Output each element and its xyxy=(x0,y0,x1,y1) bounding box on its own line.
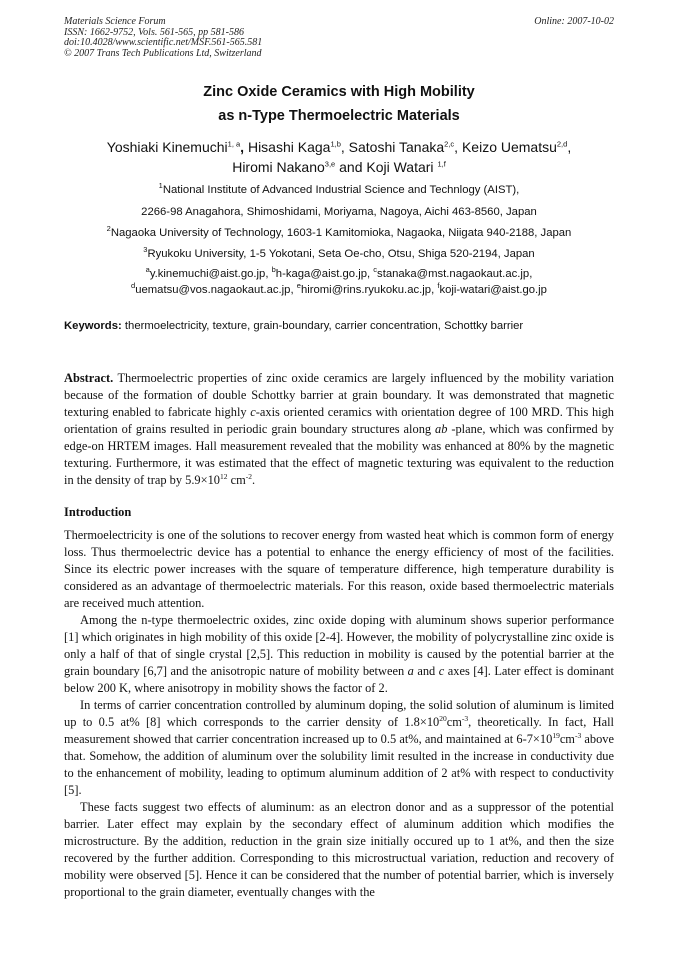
issn-line: ISSN: 1662-9752, Vols. 561-565, pp 581-586 xyxy=(64,26,244,38)
aff-num: 3 xyxy=(143,245,148,255)
abstract-italic: ab xyxy=(435,422,448,436)
affiliation-3 xyxy=(60,245,618,260)
email[interactable]: koji-watari@aist.go.jp xyxy=(439,284,547,296)
author-sup: 3,e xyxy=(324,159,336,169)
journal-name: Materials Science Forum xyxy=(64,16,166,27)
abstract-text: -axis oriented ceramics with orientation degree of 100 MRD. This high orientation of grains resulted in periodic grain boundary structures along xyxy=(64,405,614,436)
aff-text: Nagaoka University of Technology, 1603-1 Kamitomioka, Nagaoka, Niigata 940-2188, Japan xyxy=(110,227,572,239)
online-date: Online: 2007-10-02 xyxy=(534,16,614,27)
author-sup: 1,b xyxy=(330,139,341,149)
journal-header xyxy=(64,17,262,59)
keywords xyxy=(64,320,624,332)
aff-num: 2 xyxy=(106,224,111,234)
paragraph: Thermoelectricity is one of the solutions to recover energy from wasted heat which is common form of energy loss. Thus thermoelectric device has a potential to enhance the energy efficiency of most of the facilities. Since its electric power increases with the square of temperature difference, high temperature durability is considered as an advantage of thermoelectric materials. For this reason, oxide based thermoelectric materials are received much attention. xyxy=(64,528,614,610)
author-name: Yoshiaki Kinemuchi xyxy=(106,139,228,155)
abstract-text: . xyxy=(252,473,256,487)
aff-num: 1 xyxy=(158,181,163,191)
paper-title-line2: as n-Type Thermoelectric Materials xyxy=(218,108,460,124)
author-name: Koji Watari xyxy=(366,159,434,175)
author-sup: 1,f xyxy=(437,159,446,169)
paragraph: These facts suggest two effects of aluminum: as an electron donor and as a suppressor of the potential barrier. Later effect may explain by the secondary effect of aluminum addition which modifies the microstructure. By the addition, reduction in the grain size initially occured up to 1 at%, and then the size recovered by the further addition. Corresponding to this microstructual variation, reduction and recovery of mobility were observed [5]. Hence it can be considered that the number of potential barrier, which is inversely proportional to the grain diameter, eventually changes with the xyxy=(64,800,614,899)
paper-title-line1: Zinc Oxide Ceramics with High Mobility xyxy=(203,84,475,100)
abstract-text: -plane, which was confirmed by edge-on HRTEM images. Hall measurement revealed that the mobility was enhanced at 80% by the magnetic texturing. Furthermore, it was estimated that the effect of magnetic texturing was equivalent to the reduction in the density of trap by 5.9×10 xyxy=(64,422,615,487)
author-name: Satoshi Tanaka xyxy=(348,139,445,155)
doi-line: doi:10.4028/www.scientific.net/MSF.561-565.581 xyxy=(64,37,263,48)
email[interactable]: uematsu@vos.nagaokaut.ac.jp xyxy=(135,284,291,296)
abstract-italic: c xyxy=(250,405,256,419)
paragraph: In terms of carrier concentration controlled by aluminum doping, the solid solution of aluminum is limited up to 0.5 at% [8] which corresponds to the carrier density of $1.8\times 10^{20}cm^{-3}$, theoretically. In fact, Hall measurement showed that carrier concentration increased up to 0.5 at%, and maintained at $6-7\times 10^{19}cm^{-3}$ above that. Somehow, the addition of aluminum over the solubility limit resulted in the increase in conductivity due to the enhancement of mobility, leading to optimum aluminum addition of 2 at% with respect to conductivity [5]. xyxy=(64,698,614,797)
copyright-line: © 2007 Trans Tech Publications Ltd, Switzerland xyxy=(64,47,262,59)
aff-text: National Institute of Advanced Industrial Science and Technlogy (AIST), xyxy=(162,184,520,196)
author-name: Hiromi Nakano xyxy=(232,159,325,175)
affiliation-1 xyxy=(60,181,618,196)
email[interactable]: y.kinemuchi@aist.go.jp xyxy=(149,268,266,280)
authors-line2: Hiromi Nakano$^{3,e}$ and Koji Watari $^{1,f}$ xyxy=(232,159,446,175)
keywords-label: Keywords: xyxy=(64,320,122,332)
abstract xyxy=(64,370,614,489)
authors-line1: Yoshiaki Kinemuchi$^{1, a}$, Hisashi Kaga$^{1,b}$, Satoshi Tanaka$^{2,c}$, Keizo Uematsu$^{2,d}$, xyxy=(106,139,572,155)
email[interactable]: hiromi@rins.ryukoku.ac.jp xyxy=(300,284,432,296)
affiliation-2 xyxy=(60,224,618,239)
email[interactable]: stanaka@mst.nagaokaut.ac.jp xyxy=(377,268,530,280)
introduction-body xyxy=(64,527,614,901)
emails-line1: $^a$y.kinemuchi@aist.go.jp, $^b$h-kaga@aist.go.jp, $^c$stanaka@mst.nagaokaut.ac.jp, xyxy=(145,265,533,280)
author-name: Hisashi Kaga xyxy=(247,139,331,155)
email[interactable]: h-kaga@aist.go.jp xyxy=(275,268,368,280)
aff-text: Ryukoku University, 1-5 Yokotani, Seta Oe-cho, Otsu, Shiga 520-2194, Japan xyxy=(147,248,535,260)
author-sup: 1, a xyxy=(227,139,241,149)
author-sup: 2,d xyxy=(556,139,568,149)
affiliation-1-address: 2266-98 Anagahora, Shimoshidami, Moriyama, Nagoya, Aichi 463-8560, Japan xyxy=(141,206,537,218)
author-sup: 2,c xyxy=(444,139,455,149)
keywords-text: thermoelectricity, texture, grain-boundary, carrier concentration, Schottky barrier xyxy=(124,320,524,332)
abstract-text: cm xyxy=(227,473,246,487)
abstract-text: Thermoelectric properties of zinc oxide ceramics are largely influenced by the mobility variation because of the formation of double Schottky barrier at grain boundary. It was demonstrated that magnetic texturing enabled to fabricate highly xyxy=(64,371,614,419)
abstract-sup: 12 xyxy=(220,471,228,481)
paragraph: Among the n-type thermoelectric oxides, zinc oxide doping with aluminum shows superior performance [1] which originates in high mobility of this oxide [2-4]. However, the mobility of polycrystalline zinc oxide is only a half of that of single crystal [2,5]. This reduction in mobility is caused by the potential barrier at the grain boundary [6,7] and the anisotropic nature of mobility between a and c axes [4]. Later effect is dominant below 200 K, where anisotropy in mobility shows the factor of 2. xyxy=(64,613,614,695)
emails-line2: $^d$uematsu@vos.nagaokaut.ac.jp, $^e$hiromi@rins.ryukoku.ac.jp, $^f$koji-watari@aist.go.jp xyxy=(131,281,547,296)
abstract-sup: -2 xyxy=(245,471,252,481)
author-name: Keizo Uematsu xyxy=(461,139,557,155)
abstract-label: Abstract. xyxy=(64,371,114,385)
section-heading: Introduction xyxy=(64,505,132,519)
